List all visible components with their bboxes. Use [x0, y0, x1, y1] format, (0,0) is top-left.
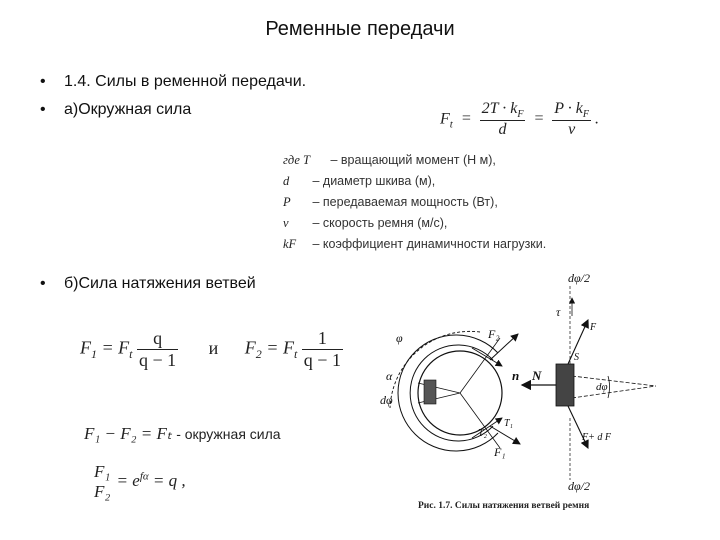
definition-symbol: kF: [283, 237, 297, 251]
bullet-marker: •: [40, 73, 46, 90]
formula-tail: .: [594, 110, 599, 128]
label-t1: T₁: [504, 418, 514, 429]
bullet-marker: •: [40, 101, 46, 118]
bullet-circumferential-force: [40, 101, 191, 119]
label-alpha: α: [386, 369, 393, 383]
frac-num: F₁: [94, 462, 111, 481]
frac-den: q − 1: [303, 350, 341, 370]
formula-branch-tensions: [80, 328, 343, 371]
formula-diff-note: - окружная сила: [176, 426, 281, 442]
definition-symbol: v: [283, 216, 289, 230]
formula-diff-expression: F₁ − F₂ = Fₜ: [84, 424, 172, 443]
fraction-torque: [480, 100, 526, 139]
label-dphi-half-top: dφ/2: [568, 271, 590, 285]
frac-den: q − 1: [139, 350, 177, 370]
frac-num-sub: F: [582, 109, 589, 121]
figure-caption: Рис. 1.7. Силы натяжения ветвей ремня: [418, 501, 590, 511]
arrow-t2: [472, 348, 502, 366]
belt-inner-arc: [410, 345, 493, 441]
radius-line-top: [460, 338, 500, 393]
element-force-diagram: [522, 286, 656, 480]
variable-definitions: [283, 150, 546, 255]
radius-line-bottom: [460, 393, 500, 448]
label-N: N: [532, 368, 542, 383]
definition-text: – вращающий момент (Н м),: [330, 153, 496, 167]
fraction-power: [552, 100, 591, 139]
radial-line-top: [572, 376, 656, 386]
fraction-one: [302, 328, 343, 371]
frac-den: v: [568, 121, 576, 139]
label-S: S: [574, 352, 579, 363]
label-n: n: [512, 368, 520, 383]
frac-num-sub: F: [517, 109, 524, 121]
label-F: F: [590, 322, 597, 333]
frac-num: q: [137, 328, 178, 350]
definition-row: [283, 234, 546, 255]
definition-symbol: где T: [283, 153, 310, 167]
bullet-forces: [40, 73, 306, 91]
fraction-f1-f2: [92, 462, 112, 502]
frac-num: P · k: [554, 100, 583, 117]
label-t2: T₂: [478, 428, 488, 439]
definition-text: – коэффициент динамичности нагрузки.: [312, 237, 547, 251]
belt-segment: [556, 364, 574, 406]
bullet-tension-force: [40, 275, 256, 293]
formula-ratio-tail: = q ,: [152, 470, 186, 490]
bullet-text: 1.4. Силы в ременной передачи.: [64, 73, 307, 90]
formula-lhs-sub: t: [449, 118, 453, 131]
label-FdF: F+ d F: [582, 432, 611, 443]
definition-symbol: P: [283, 195, 291, 209]
formula-circumferential-force: $F_t$ = $\frac{2T \cdot k_F}{d}$ = $\frac{P \cdot k_F}{v}$ .: [440, 100, 599, 139]
formula-t-sub: t: [129, 347, 133, 362]
pulley-diagram: [390, 331, 520, 451]
formula-and: и: [208, 337, 219, 358]
definition-row: [283, 171, 546, 192]
label-dphi-half-bottom: dφ/2: [568, 479, 590, 493]
frac-num: 2T · k: [481, 100, 518, 117]
bullet-text: а)Окружная сила: [64, 101, 192, 118]
label-dphi-right: dφ: [596, 381, 608, 393]
dphi-arc-right: [608, 376, 610, 398]
frac-den: F₂: [94, 482, 111, 501]
formula-f2-sub: 2: [255, 347, 262, 362]
frac-den: d: [498, 121, 507, 139]
definition-text: – передаваемая мощность (Вт),: [312, 195, 498, 209]
definition-symbol: d: [283, 174, 290, 188]
formula-t-sub: t: [293, 347, 298, 362]
formula-f1: F: [80, 337, 91, 358]
formula-f1-sub: 1: [91, 347, 97, 362]
formula-difference: [84, 424, 281, 444]
definition-text: – диаметр шкива (м),: [312, 174, 436, 188]
formula-f2: F: [244, 337, 256, 358]
frac-num: 1: [302, 328, 343, 350]
definition-row: [283, 192, 546, 213]
label-phi: φ: [396, 331, 403, 345]
slide-title: Ременные передачи: [265, 18, 455, 40]
label-f1: F₁: [494, 445, 506, 459]
definition-text: – скорость ремня (м/с),: [312, 216, 448, 230]
label-tau: τ: [556, 305, 561, 319]
belt-element: [424, 380, 436, 404]
formula-eq: = F: [101, 337, 130, 358]
formula-ratio-exp: fα: [139, 470, 149, 483]
label-f2: F₂: [488, 327, 500, 341]
label-dphi: dφ: [380, 393, 393, 407]
radial-line-bottom: [572, 386, 656, 398]
formula-lhs: F: [440, 110, 450, 128]
definition-row: [283, 150, 546, 171]
formula-ratio: [92, 462, 186, 502]
bullet-marker: •: [40, 275, 46, 292]
bullet-text: б)Сила натяжения ветвей: [64, 275, 256, 292]
figure-drawing: [360, 268, 660, 498]
formula-eq: = F: [266, 337, 294, 358]
formula-ratio-rhs: = e: [116, 470, 140, 490]
belt-tension-figure: [360, 268, 660, 498]
definition-row: [283, 213, 546, 234]
fraction-q: [137, 328, 178, 371]
